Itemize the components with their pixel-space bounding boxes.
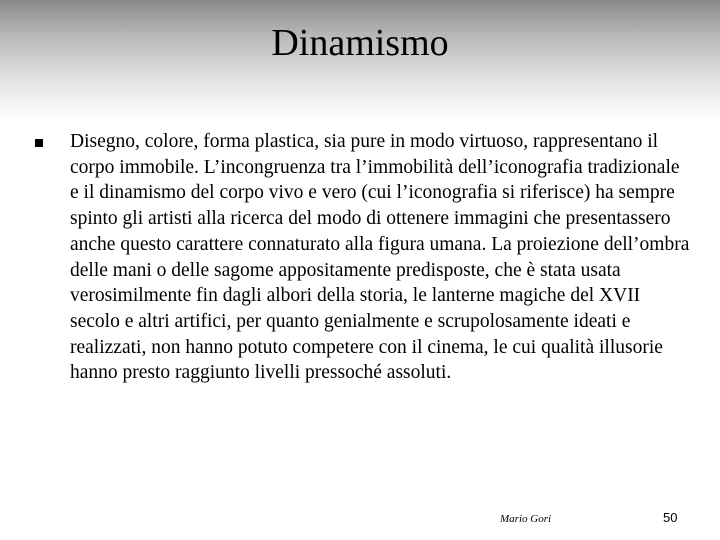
- footer-author: Mario Gori: [500, 513, 552, 525]
- square-bullet-icon: [35, 139, 43, 147]
- page-number: 50: [663, 510, 678, 525]
- slide-title: Dinamismo: [271, 22, 449, 64]
- bullet-text: Disegno, colore, forma plastica, sia pure in modo virtuoso, rappresentano il corpo immobile. L’incongruenza tra l’immobilità dell’iconografia tradizionale e il dinamismo del corpo vivo e vero (cui l’iconografia si riferisce) ha sempre spinto gli artisti alla ricerca del modo di ottenere immagini che presentassero anche questo carattere connaturato alla figura umana. La proiezione dell’ombra delle mani o delle sagome appositamente predisposte, che è stata usata verosimilmente fin dagli albori della storia, le lanterne magiche del XVII secolo e altri artifici, per quanto genialmente e scrupolosamente ideati e realizzati, non hanno potuto competere con il cinema, le cui qualità illusorie hanno presto raggiunto livelli pressoché assoluti.: [70, 131, 690, 384]
